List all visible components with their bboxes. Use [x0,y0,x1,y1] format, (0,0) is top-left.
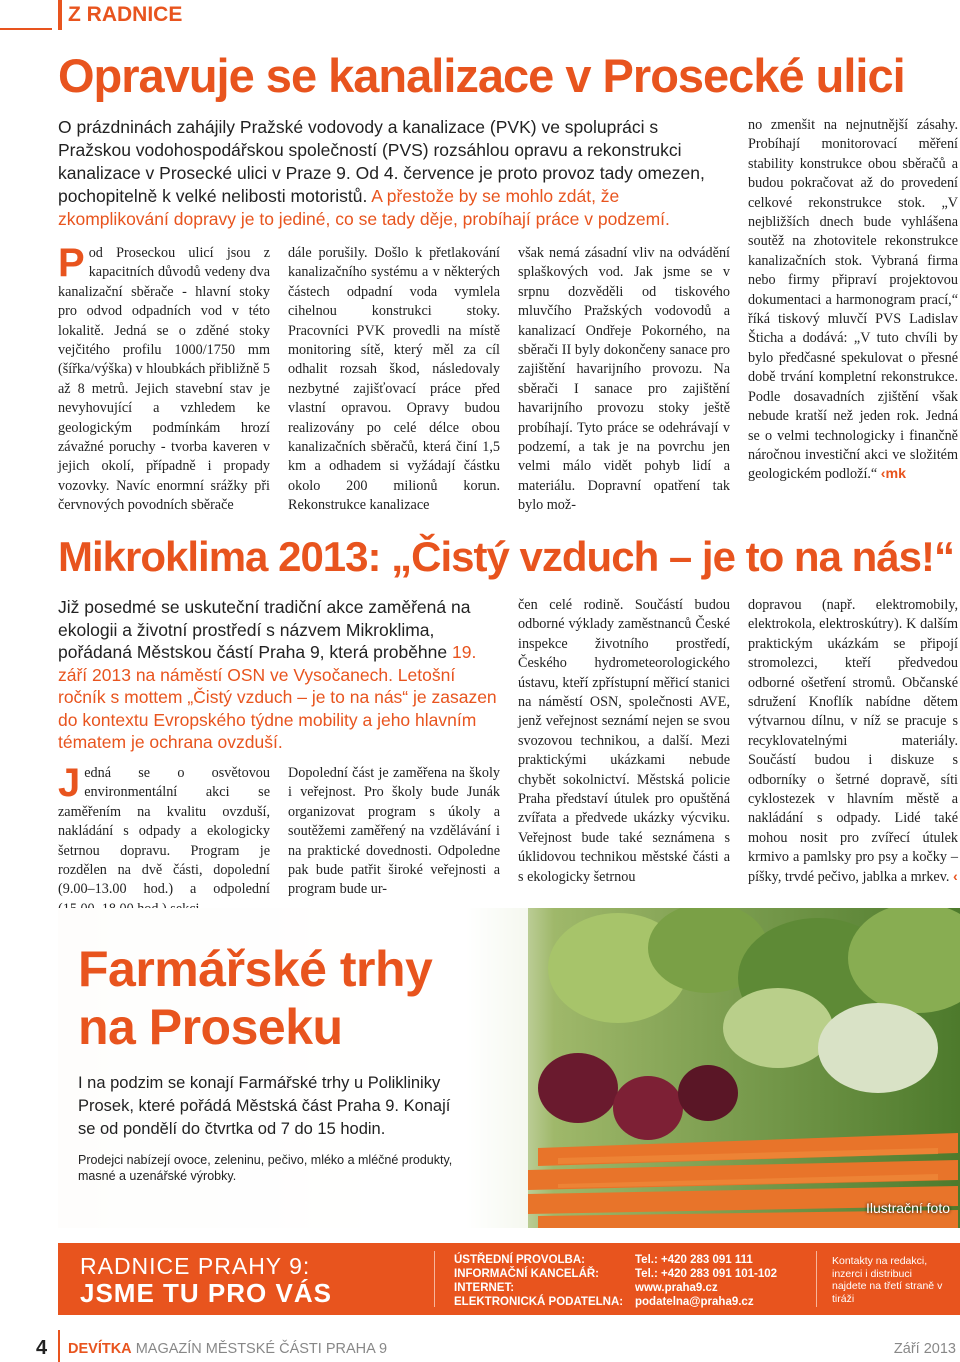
article2-col4-text: dopravou (např. elektromobily, elektrokola, elektroskútry). K dalším praktickým ukázkám se připojí stromolezci, kteří předvedou odborné ošetření stromů. Občanské sdružení Knoflík nabídne dětem výtvarnou dílnu, v níž se pracuje s recyklovatelnými materiály. Součástí budou i diskuze s odborníky o šetrné dopravě, síti cyklostezek v hlavním městě a nakládání s odpady. Lidé také mohou nosit pro zvířecí útulek krmivo a pamlsky pro psy a kočky – píšky, trvdé pečivo, jablka a mrkev. [748,597,958,885]
article2-col1-text: edná se o osvětovou environmentální akci se zaměřením na kvalitu ovzduší, nakládání s odpady a ekologicky šetrnou dopravu. Program je rozdělen na dvě části, dopolední (9.00–13.00 hod.) a odpolední [58,765,270,898]
label-switchboard: ÚSTŘEDNÍ PROVOLBA: [454,1254,585,1266]
email-link[interactable]: podatelna@praha9.cz [635,1296,754,1308]
article1-column-2 [288,244,500,516]
article1-column-1 [58,241,270,516]
article1-lead-highlight: A přestože by se mohlo zdát, že zkomplikování dopravy je to jediné, co se tady děje, probíhají práce v podzemí. [58,186,670,229]
label-info-office: INFORMAČNÍ KANCELÁŘ: [454,1268,600,1280]
label-e-filing: ELEKTRONICKÁ PODATELNA: [454,1296,624,1308]
website-link[interactable]: www.praha9.cz [635,1282,718,1294]
article2-col2-text: Dopolední část je zaměřena na školy i veřejnost. Pro školy bude Junák organizovat program s úkoly a soutěžemi zaměřený na vzdělávání i na praktické dovednosti. Odpoledne pak bude patřit široké veřejnosti a program bude ur- [288,765,500,898]
article1-column-3 [518,244,730,516]
banner-note: Kontakty na redakci, inzerci i distribuci najdete na třetí straně v tiráži [832,1255,943,1305]
chevron-left-icon: ‹ [880,466,886,483]
article1-title: Opravuje se kanalizace v Prosecké ulici [58,49,905,102]
article3-lead: I na podzim se konají Farmářské trhy u Polikliniky Prosek, které pořádá Městská část Praha 9. Konají se od pondělí do čtvrtka od 7 do 15 hodin. [78,1074,451,1138]
contact-banner [58,1243,960,1315]
value-info-office: Tel.: +420 283 091 101-102 [635,1268,778,1280]
article3-title-line2: na Proseku [78,999,343,1055]
article1-col2-text: dále porušily. Došlo k přetlakování kanalizačního systému a v některých částech odpadní voda vymlela cihelnou konstrukci stoky. Pracovníci PVK provedli na místě monitoring sítě, který měl za cíl odhalit rozsah škod, následovaly nezbytné zajišťovací práce před vlastní opravou. Opravy budou realizovány po celé délce obou kanalizačních sběračů, která činí 1,5 km a odhadem si vyžádají částku okolo 200 milionů korun. Rekonstrukce kanalizace [288,245,500,514]
article1-dropcap: P [58,241,85,285]
article1-col4-text: no zmenšit na nejnutnější zásahy. Probíhají monitorovací měření stability konstrukce obou sběračů a budou pokračovat až do provedení celkové rekonstrukce stok. „V nejbližších dnech bude vyhlášena soutěž na zhotovitele rekonstrukce kanalizačních stok. Vybraná firma nebo firmy připraví projektovou dokumentaci a harmonogram prací,“ říká tiskový mluvčí PVS Ladislav Šticha a dodává: „V tuto chvíli by bylo předčasné spekulovat o přesné době trvání kompletní rekonstrukce. Podle dosavadních zjištění však nebude kratší než jeden rok. Jedná se o velmi technologicky i finančně náročnou investiční akci ve složitém geologickém podloží.“ [748,117,958,483]
article2-lead [58,596,498,754]
article2-lead-highlight: 19. září 2013 na náměstí OSN ve Vysočanech. Letošní ročník s mottem „Čistý vzduch – je to na nás“ je zasazen do kontextu Evropského týdne mobility a jeho hlavním tématem je ochrana ovzduší. [58,642,497,752]
article2-title: Mikroklima 2013: „Čistý vzduch – je to na nás!“ [58,533,954,580]
footer-magazine [68,1341,387,1357]
footer-divider [58,1330,60,1362]
label-internet: INTERNET: [454,1282,515,1294]
banner-divider [434,1251,435,1307]
magazine-name: DEVÍTKA [68,1341,132,1357]
article2-lead-text: Již posedmé se uskuteční tradiční akce zaměřená na ekologii a životní prostředí s názvem Mikroklima, pořádaná Městskou částí Praha 9, která proběhne [58,597,471,662]
article1-lead-text: O prázdninách zahájily Pražské vodovody a kanalizace (PVK) ve spolupráci s Pražskou vodohospodářskou společností (PVS) rozsáhlou opravu a rekonstrukci kanalizace v Prosecké ulici v Praze 9. Od 4. července je proto provoz tady omezen, pochopitelně k velké nelibosti motoristů. [58,117,705,206]
article2-column-4 [748,596,958,887]
article1-signature: mk [885,466,907,483]
article2-column-3 [518,596,730,887]
banner-values [635,1253,777,1309]
value-switchboard: Tel.: +420 283 091 111 [635,1254,753,1266]
magazine-subtitle: MAGAZÍN MĚSTSKÉ ČÁSTI PRAHA 9 [135,1341,388,1357]
banner-line2: JSME TU PRO VÁS [80,1278,332,1308]
banner-labels [454,1253,623,1309]
issue-date: Září 2013 [893,1341,956,1357]
article1-col3-text: však nemá zásadní vliv na odvádění splaškových vod. Jak jsme se v srpnu dozvěděli od tiskového mluvčího Pražských vodovodů a kanalizací Ondřeje Pokorného, na sběrači II byly dokončeny sanace pro zajištění havarijního provozu. Na sběrači I sanace pro zajištění havarijního provozu stoky ještě probíhají. Tyto práce se odehrávají v podzemí, a tak je na povrchu jen velmi málo vidět pohyb lidí a materiálu. Dopravní opatření tak bylo mož- [518,245,730,514]
article2-col3-text: čen celé rodině. Součástí budou odborné výklady zaměstnanců České inspekce životního prostředí, Českého hydrometeorologického ústavu, kteří zpřístupní měřicí stanici na náměstí OSN, společnosti AVE, jenž veřejnost seznámí nejen se svou svozovou technikou, a další. Mezi praktickými ukázkami nebude chybět sokolnictví. Městská policie Praha představí útulek pro opuštěná zvířata a předvede ukázky výcviku. Veřejnost bude také seznámena s úklidovou technikou městské části a s ekologicky šetrnou [518,597,730,885]
article1-lead [58,116,730,231]
banner-line1: RADNICE PRAHY 9: [80,1253,311,1279]
photo-caption: Ilustrační foto [865,1200,950,1216]
article2-column-2 [288,764,500,900]
article2-column-1 [58,761,270,919]
article1-column-4 [748,116,958,485]
page-number: 4 [36,1337,48,1359]
page-footer [0,1330,960,1362]
banner-divider-2 [816,1251,817,1307]
chevron-left-icon: ‹ [953,868,958,885]
article2-dropcap: J [58,761,81,805]
article1-col1-text: od Proseckou ulicí jsou z kapacitních důvodů vedeny dva kanalizační sběrače - hlavní stoky pro odvod odpadních vod v této lokalitě. Jedná se o zděné stoky vejčitého profilu 1000/1750 mm (šířka/výška) v hloubkách přibližně 5 až 8 metrů. Jejich stavební stav je nevyhovující a vzhledem ke geologickým podmínkám hrozí závažné poruchy - tvorba kaveren v jejich okolí, případně i propady vozovky. Navíc enormní srážky při červnových povodních sběrače [58,245,270,514]
article3-small: Prodejci nabízejí ovoce, zeleninu, pečivo, mléko a mléčné produkty, masné a uzenářské výrobky. [78,1153,453,1183]
section-tag: Z RADNICE [58,0,278,30]
section-rule [0,0,52,30]
article3-title-line1: Farmářské trhy [78,941,433,997]
